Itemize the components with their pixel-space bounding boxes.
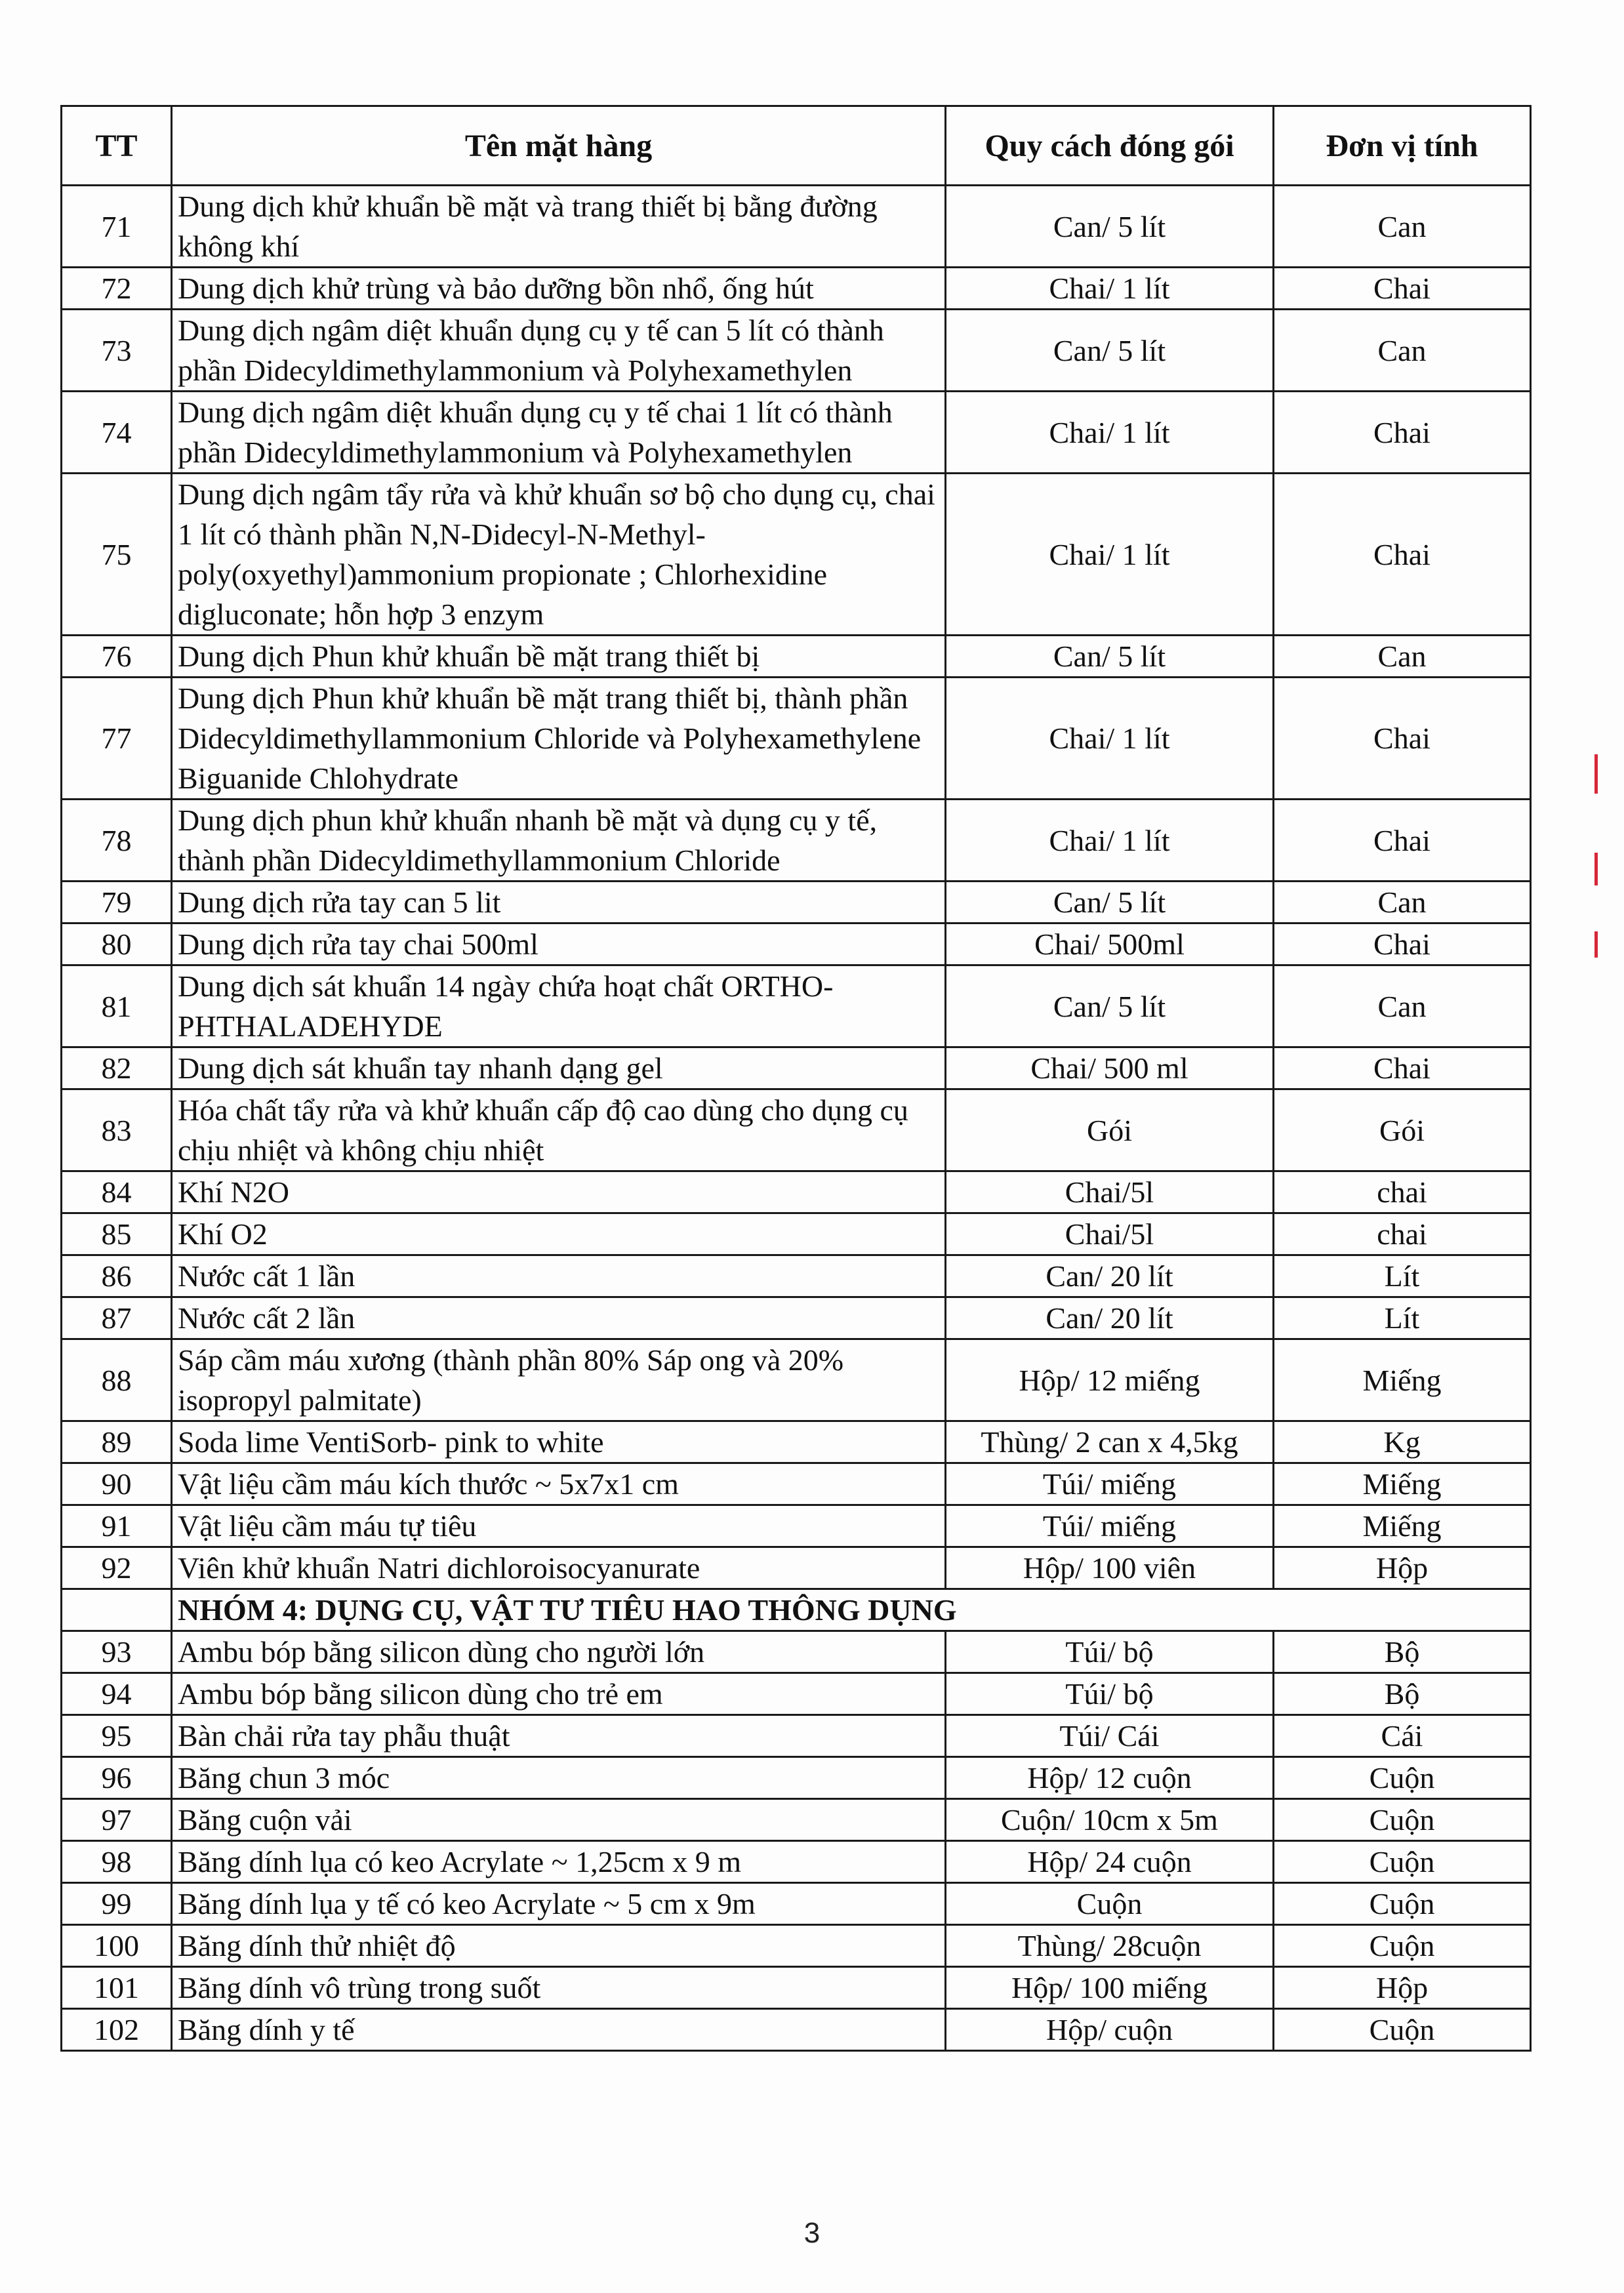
unit: Chai	[1274, 678, 1531, 800]
table-row	[62, 186, 1531, 268]
unit: Gói	[1274, 1089, 1531, 1171]
table-row	[62, 1967, 1531, 2009]
row-number: 101	[62, 1967, 172, 2009]
row-number: 71	[62, 186, 172, 268]
table-row	[62, 1715, 1531, 1757]
unit: Kg	[1274, 1421, 1531, 1463]
row-number: 72	[62, 268, 172, 310]
table-row	[62, 2009, 1531, 2051]
item-name: Ambu bóp bằng silicon dùng cho trẻ em	[172, 1673, 946, 1715]
table-row	[62, 1171, 1531, 1213]
packaging: Chai/ 1 lít	[946, 800, 1274, 882]
packaging: Hộp/ cuộn	[946, 2009, 1274, 2051]
packaging: Chai/ 1 lít	[946, 678, 1274, 800]
packaging: Chai/ 1 lít	[946, 474, 1274, 636]
packaging: Can/ 20 lít	[946, 1297, 1274, 1339]
row-number: 96	[62, 1757, 172, 1799]
unit: Lít	[1274, 1255, 1531, 1297]
unit: Cái	[1274, 1715, 1531, 1757]
packaging: Thùng/ 28cuộn	[946, 1925, 1274, 1967]
row-number: 102	[62, 2009, 172, 2051]
packaging: Can/ 5 lít	[946, 636, 1274, 678]
unit: Chai	[1274, 923, 1531, 965]
group-row-number	[62, 1589, 172, 1631]
row-number: 88	[62, 1339, 172, 1421]
row-number: 77	[62, 678, 172, 800]
row-number: 97	[62, 1799, 172, 1841]
header-pack: Quy cách đóng gói	[946, 106, 1274, 186]
header-unit: Đơn vị tính	[1274, 106, 1531, 186]
row-number: 75	[62, 474, 172, 636]
table-row	[62, 1631, 1531, 1673]
packaging: Hộp/ 12 miếng	[946, 1339, 1274, 1421]
packaging: Hộp/ 100 viên	[946, 1547, 1274, 1589]
table-row	[62, 882, 1531, 923]
item-name: Dung dịch Phun khử khuẩn bề mặt trang thiết bị	[172, 636, 946, 678]
table-row	[62, 923, 1531, 965]
table-row	[62, 1089, 1531, 1171]
unit: Cuộn	[1274, 1757, 1531, 1799]
table-row	[62, 1339, 1531, 1421]
table-row	[62, 1673, 1531, 1715]
group-heading: NHÓM 4: DỤNG CỤ, VẬT TƯ TIÊU HAO THÔNG DỤNG	[172, 1589, 1531, 1631]
row-number: 83	[62, 1089, 172, 1171]
item-name: Dung dịch phun khử khuẩn nhanh bề mặt và dụng cụ y tế, thành phần Didecyldimethyllammonium Chloride	[172, 800, 946, 882]
item-name: Dung dịch rửa tay chai 500ml	[172, 923, 946, 965]
item-name: Dung dịch ngâm diệt khuẩn dụng cụ y tế chai 1 lít có thành phần Didecyldimethylammonium và Polyhexamethylen	[172, 392, 946, 474]
packaging: Túi/ miếng	[946, 1505, 1274, 1547]
row-number: 80	[62, 923, 172, 965]
stamp-edge-mark	[1594, 853, 1624, 885]
unit: Cuộn	[1274, 1841, 1531, 1883]
unit: Hộp	[1274, 1967, 1531, 2009]
item-name: Băng dính y tế	[172, 2009, 946, 2051]
row-number: 95	[62, 1715, 172, 1757]
packaging: Túi/ bộ	[946, 1631, 1274, 1673]
packaging: Thùng/ 2 can x 4,5kg	[946, 1421, 1274, 1463]
row-number: 91	[62, 1505, 172, 1547]
table-row	[62, 1841, 1531, 1883]
packaging: Cuộn/ 10cm x 5m	[946, 1799, 1274, 1841]
item-name: Băng dính thử nhiệt độ	[172, 1925, 946, 1967]
item-name: Dung dịch khử khuẩn bề mặt và trang thiết bị bằng đường không khí	[172, 186, 946, 268]
packaging: Chai/ 1 lít	[946, 392, 1274, 474]
item-name: Khí O2	[172, 1213, 946, 1255]
row-number: 92	[62, 1547, 172, 1589]
item-name: Dung dịch ngâm tẩy rửa và khử khuẩn sơ bộ cho dụng cụ, chai 1 lít có thành phần N,N-Didecyl-N-Methyl-poly(oxyethyl)ammonium propionate ; Chlorhexidine digluconate; hỗn hợp 3 enzym	[172, 474, 946, 636]
table-row	[62, 268, 1531, 310]
item-name: Khí N2O	[172, 1171, 946, 1213]
stamp-edge-mark	[1594, 754, 1624, 794]
unit: Bộ	[1274, 1631, 1531, 1673]
unit: Bộ	[1274, 1673, 1531, 1715]
row-number: 93	[62, 1631, 172, 1673]
row-number: 78	[62, 800, 172, 882]
row-number: 94	[62, 1673, 172, 1715]
item-name: Sáp cầm máu xương (thành phần 80% Sáp ong và 20% isopropyl palmitate)	[172, 1339, 946, 1421]
unit: Cuộn	[1274, 1883, 1531, 1925]
table-row	[62, 636, 1531, 678]
packaging: Hộp/ 100 miếng	[946, 1967, 1274, 2009]
packaging: Gói	[946, 1089, 1274, 1171]
unit: Miếng	[1274, 1339, 1531, 1421]
unit: Can	[1274, 636, 1531, 678]
item-name: Dung dịch sát khuẩn tay nhanh dạng gel	[172, 1047, 946, 1089]
table-row	[62, 392, 1531, 474]
item-name: Soda lime VentiSorb- pink to white	[172, 1421, 946, 1463]
row-number: 85	[62, 1213, 172, 1255]
table-row	[62, 1297, 1531, 1339]
unit: Can	[1274, 310, 1531, 392]
row-number: 79	[62, 882, 172, 923]
row-number: 98	[62, 1841, 172, 1883]
packaging: Can/ 5 lít	[946, 965, 1274, 1047]
row-number: 74	[62, 392, 172, 474]
unit: Can	[1274, 965, 1531, 1047]
row-number: 84	[62, 1171, 172, 1213]
item-name: Băng dính vô trùng trong suốt	[172, 1967, 946, 2009]
unit: Cuộn	[1274, 1799, 1531, 1841]
table-row	[62, 1547, 1531, 1589]
row-number: 73	[62, 310, 172, 392]
unit: Chai	[1274, 268, 1531, 310]
item-name: Vật liệu cầm máu kích thước ~ 5x7x1 cm	[172, 1463, 946, 1505]
packaging: Can/ 5 lít	[946, 186, 1274, 268]
unit: chai	[1274, 1213, 1531, 1255]
packaging: Hộp/ 12 cuộn	[946, 1757, 1274, 1799]
item-name: Băng cuộn vải	[172, 1799, 946, 1841]
unit: Can	[1274, 186, 1531, 268]
unit: Chai	[1274, 392, 1531, 474]
item-name: Ambu bóp bằng silicon dùng cho người lớn	[172, 1631, 946, 1673]
item-name: Nước cất 1 lần	[172, 1255, 946, 1297]
unit: Chai	[1274, 474, 1531, 636]
packaging: Túi/ miếng	[946, 1463, 1274, 1505]
table-row	[62, 1213, 1531, 1255]
item-name: Băng chun 3 móc	[172, 1757, 946, 1799]
table-row	[62, 1757, 1531, 1799]
packaging: Túi/ Cái	[946, 1715, 1274, 1757]
table-row	[62, 1047, 1531, 1089]
table-body	[62, 186, 1531, 2051]
supplies-table	[60, 105, 1532, 2052]
page-number: 3	[803, 2217, 821, 2249]
stamp-edge-mark	[1594, 931, 1624, 958]
item-name: Băng dính lụa có keo Acrylate ~ 1,25cm x 9 m	[172, 1841, 946, 1883]
packaging: Can/ 20 lít	[946, 1255, 1274, 1297]
table-row	[62, 1255, 1531, 1297]
table-row	[62, 800, 1531, 882]
packaging: Túi/ bộ	[946, 1673, 1274, 1715]
packaging: Chai/ 500 ml	[946, 1047, 1274, 1089]
packaging: Chai/ 1 lít	[946, 268, 1274, 310]
item-name: Bàn chải rửa tay phẫu thuật	[172, 1715, 946, 1757]
item-name: Viên khử khuẩn Natri dichloroisocyanurate	[172, 1547, 946, 1589]
row-number: 100	[62, 1925, 172, 1967]
table-header-row	[62, 106, 1531, 186]
item-name: Vật liệu cầm máu tự tiêu	[172, 1505, 946, 1547]
header-tt: TT	[62, 106, 172, 186]
unit: Chai	[1274, 800, 1531, 882]
item-name: Hóa chất tẩy rửa và khử khuẩn cấp độ cao dùng cho dụng cụ chịu nhiệt và không chịu nhiệt	[172, 1089, 946, 1171]
unit: Miếng	[1274, 1463, 1531, 1505]
table-row	[62, 1799, 1531, 1841]
table-row	[62, 965, 1531, 1047]
table-row	[62, 1463, 1531, 1505]
table-row	[62, 1925, 1531, 1967]
row-number: 89	[62, 1421, 172, 1463]
unit: Cuộn	[1274, 2009, 1531, 2051]
unit: Cuộn	[1274, 1925, 1531, 1967]
group-row	[62, 1589, 1531, 1631]
table-row	[62, 678, 1531, 800]
item-name: Dung dịch khử trùng và bảo dưỡng bồn nhổ, ống hút	[172, 268, 946, 310]
row-number: 81	[62, 965, 172, 1047]
item-name: Dung dịch ngâm diệt khuẩn dụng cụ y tế can 5 lít có thành phần Didecyldimethylammonium và Polyhexamethylen	[172, 310, 946, 392]
packaging: Can/ 5 lít	[946, 882, 1274, 923]
row-number: 90	[62, 1463, 172, 1505]
packaging: Can/ 5 lít	[946, 310, 1274, 392]
row-number: 82	[62, 1047, 172, 1089]
unit: Miếng	[1274, 1505, 1531, 1547]
item-name: Nước cất 2 lần	[172, 1297, 946, 1339]
row-number: 76	[62, 636, 172, 678]
header-name: Tên mặt hàng	[172, 106, 946, 186]
table-row	[62, 1505, 1531, 1547]
unit: Chai	[1274, 1047, 1531, 1089]
item-name: Dung dịch rửa tay can 5 lit	[172, 882, 946, 923]
row-number: 87	[62, 1297, 172, 1339]
packaging: Chai/5l	[946, 1213, 1274, 1255]
row-number: 99	[62, 1883, 172, 1925]
item-name: Dung dịch sát khuẩn 14 ngày chứa hoạt chất ORTHO-PHTHALADEHYDE	[172, 965, 946, 1047]
packaging: Chai/5l	[946, 1171, 1274, 1213]
unit: Lít	[1274, 1297, 1531, 1339]
item-name: Dung dịch Phun khử khuẩn bề mặt trang thiết bị, thành phần Didecyldimethyllammonium Chloride và Polyhexamethylene Biguanide Chlohydrate	[172, 678, 946, 800]
packaging: Hộp/ 24 cuộn	[946, 1841, 1274, 1883]
row-number: 86	[62, 1255, 172, 1297]
unit: chai	[1274, 1171, 1531, 1213]
packaging: Cuộn	[946, 1883, 1274, 1925]
item-name: Băng dính lụa y tế có keo Acrylate ~ 5 cm x 9m	[172, 1883, 946, 1925]
table-row	[62, 310, 1531, 392]
unit: Hộp	[1274, 1547, 1531, 1589]
table-row	[62, 1421, 1531, 1463]
table-row	[62, 1883, 1531, 1925]
unit: Can	[1274, 882, 1531, 923]
packaging: Chai/ 500ml	[946, 923, 1274, 965]
table-row	[62, 474, 1531, 636]
